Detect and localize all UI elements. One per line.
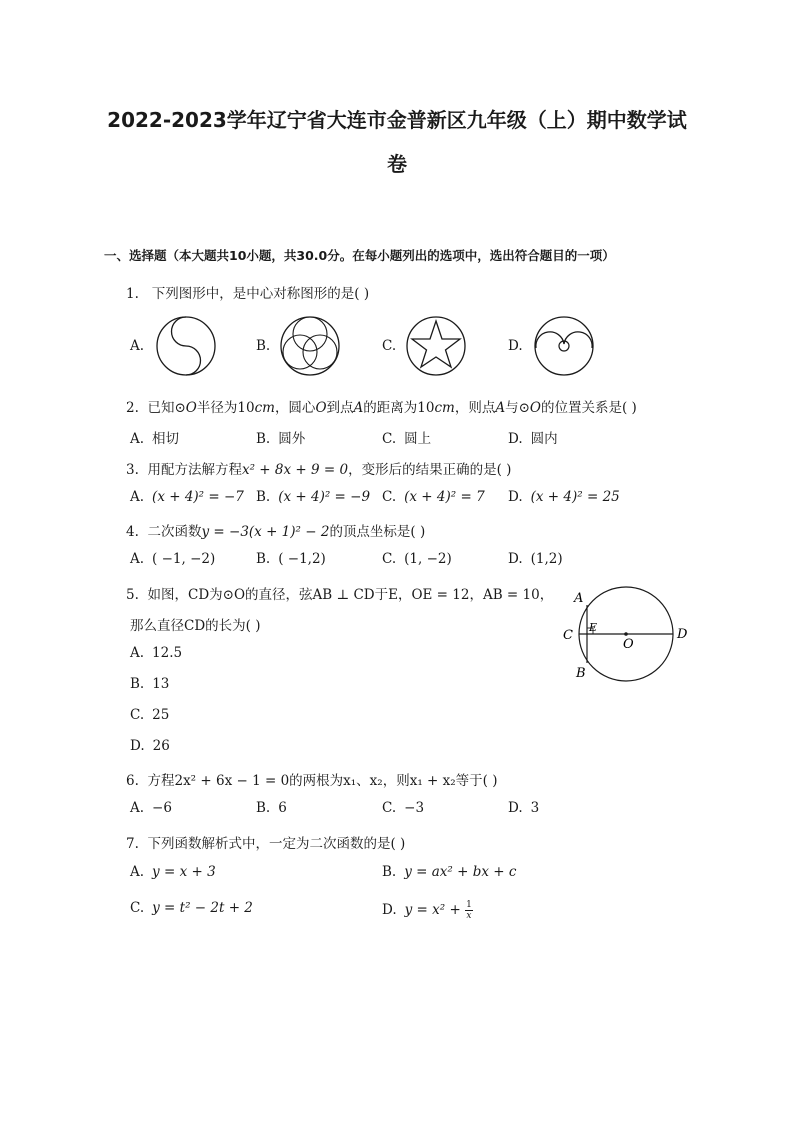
option-label: B. — [256, 431, 271, 447]
center-point — [624, 632, 628, 636]
option-text: (1, −2) — [404, 551, 452, 567]
question-number: 4. — [126, 524, 139, 540]
label-o: O — [623, 637, 634, 652]
fraction — [465, 900, 473, 921]
stem-line-1: 如图，CD为⊙O的直径，弦AB ⊥ CD于E，OE = 12，AB = 10， — [147, 587, 554, 603]
q4-option-a — [130, 551, 215, 567]
option-label: A. — [130, 431, 145, 447]
q1-option-a-label: A. — [130, 338, 145, 354]
option-text: (x + 4)² = −7 — [152, 489, 244, 505]
q4-option-d — [508, 551, 563, 567]
question-2 — [126, 396, 637, 416]
option-text: −6 — [152, 800, 172, 816]
option-label: C. — [382, 431, 397, 447]
math-unit: cm — [254, 400, 275, 416]
option-label: C. — [382, 489, 397, 505]
q4-option-c — [382, 551, 452, 567]
equation: y = −3(x + 1)² − 2 — [201, 524, 330, 540]
q1-option-b-figure — [278, 314, 342, 378]
title-line-2: 卷 — [387, 152, 407, 176]
question-number: 6. — [126, 773, 139, 789]
q2-option-d — [508, 427, 558, 447]
option-text: (1,2) — [530, 551, 563, 567]
q3-option-a — [130, 489, 244, 505]
option-label: D. — [382, 902, 397, 918]
stem-text: 用配方法解方程 — [147, 462, 242, 478]
title-line-1: 2022-2023学年辽宁省大连市金普新区九年级（上）期中数学试 — [107, 108, 687, 132]
q5-option-a — [130, 645, 182, 661]
q3-option-d — [508, 489, 620, 505]
q5-option-d — [130, 738, 170, 754]
option-label: A. — [130, 800, 145, 816]
q1-option-c-figure — [404, 314, 468, 378]
label-e: E — [589, 621, 598, 634]
option-label: B. — [382, 864, 397, 880]
option-label: D. — [508, 800, 523, 816]
option-text: 26 — [152, 738, 170, 754]
q5-option-b — [130, 676, 169, 692]
fraction-denominator: x — [466, 911, 472, 921]
question-5-line-2: 那么直径CD的长为( ) — [130, 618, 261, 634]
question-number: 3. — [126, 462, 139, 478]
option-label: A. — [130, 489, 145, 505]
option-label: C. — [382, 551, 397, 567]
stem-text: 下列函数解析式中，一定为二次函数的是( ) — [147, 836, 406, 852]
option-text: −3 — [404, 800, 425, 816]
question-1 — [126, 282, 369, 302]
option-text: 相切 — [152, 431, 180, 447]
option-text: (x + 4)² = 7 — [404, 489, 485, 505]
q7-option-a — [130, 864, 216, 880]
q2-option-b — [256, 427, 305, 447]
stem-text: ，圆心 — [274, 400, 316, 416]
q6-option-d — [508, 800, 539, 816]
option-label: C. — [130, 900, 145, 916]
option-label: D. — [508, 431, 523, 447]
option-label: B. — [130, 676, 145, 692]
label-b: B — [576, 666, 586, 681]
label-c: C — [563, 628, 573, 643]
option-text: 13 — [152, 676, 170, 692]
option-label: C. — [382, 800, 397, 816]
option-text: ( −1,2) — [278, 551, 326, 567]
option-label: B. — [256, 489, 271, 505]
stem-text: 的位置关系是( ) — [540, 400, 637, 416]
option-label: A. — [130, 551, 145, 567]
option-text: 3 — [530, 800, 540, 816]
option-text: y = ax² + bx + c — [404, 864, 517, 880]
q7-option-c — [130, 900, 253, 916]
label-a: A — [574, 591, 584, 606]
section-heading: 一、选择题（本大题共10小题，共30.0分。在每小题列出的选项中，选出符合题目的一项） — [104, 248, 615, 263]
option-label: B. — [256, 551, 271, 567]
option-text: 圆外 — [278, 431, 306, 447]
q2-option-c — [382, 427, 431, 447]
question-stem: 下列图形中，是中心对称图形的是( ) — [151, 286, 370, 302]
q1-option-d-label: D. — [508, 338, 523, 354]
q6-option-c — [382, 800, 424, 816]
option-text: 圆上 — [404, 431, 432, 447]
stem-text: 的距离为10 — [363, 400, 435, 416]
question-5 — [126, 583, 553, 603]
option-label: A. — [130, 645, 145, 661]
stem-text: 方程2x² + 6x − 1 = 0的两根为x₁、x₂，则x₁ + x₂等于( ) — [147, 773, 498, 789]
fraction-numerator: 1 — [466, 900, 472, 910]
equation: x² + 8x + 9 = 0 — [241, 462, 349, 478]
option-text: (x + 4)² = −9 — [278, 489, 371, 505]
option-text: 25 — [152, 707, 170, 723]
math-a: A — [353, 400, 364, 416]
stem-text: ，则点 — [454, 400, 496, 416]
option-text: y = x + 3 — [152, 864, 216, 880]
stem-text: 二次函数 — [147, 524, 202, 540]
option-text: 12.5 — [152, 645, 183, 661]
q5-option-c — [130, 707, 169, 723]
q2-option-a — [130, 427, 179, 447]
q6-option-a — [130, 800, 172, 816]
math-a: A — [495, 400, 506, 416]
option-label: D. — [130, 738, 145, 754]
stem-text: 半径为10 — [196, 400, 255, 416]
stem-text: 与⊙ — [505, 400, 530, 416]
question-3 — [126, 458, 511, 478]
stem-text: 已知⊙ — [147, 400, 186, 416]
question-6 — [126, 769, 497, 789]
question-number: 7. — [126, 836, 139, 852]
stem-text: 的顶点坐标是( ) — [329, 524, 426, 540]
page-title — [90, 98, 704, 186]
q1-option-a-figure — [154, 314, 218, 378]
option-text: 圆内 — [530, 431, 558, 447]
q4-option-b — [256, 551, 326, 567]
q7-option-d — [382, 900, 473, 921]
question-number: 5. — [126, 587, 139, 603]
q6-option-b — [256, 800, 287, 816]
question-4 — [126, 520, 425, 540]
question-7 — [126, 832, 405, 852]
option-text: y = t² − 2t + 2 — [152, 900, 253, 916]
q1-option-d-figure — [532, 314, 596, 378]
q5-circle-diagram — [556, 584, 716, 684]
stem-text: 到点 — [326, 400, 354, 416]
q3-option-b — [256, 489, 370, 505]
question-number: 2. — [126, 400, 139, 416]
q3-option-c — [382, 489, 485, 505]
math-o: O — [529, 400, 541, 416]
option-label: A. — [130, 864, 145, 880]
label-d: D — [677, 627, 688, 642]
q1-option-b-label: B. — [256, 338, 271, 354]
option-label: D. — [508, 489, 523, 505]
math-o: O — [185, 400, 197, 416]
math-unit: cm — [434, 400, 455, 416]
math-o: O — [315, 400, 327, 416]
q7-option-b — [382, 864, 516, 880]
option-text: ( −1, −2) — [152, 551, 216, 567]
option-text: (x + 4)² = 25 — [530, 489, 620, 505]
option-label: C. — [130, 707, 145, 723]
stem-text: ，变形后的结果正确的是( ) — [348, 462, 512, 478]
option-text: 6 — [278, 800, 287, 816]
q1-option-c-label: C. — [382, 338, 397, 354]
option-label: B. — [256, 800, 271, 816]
question-number: 1. — [126, 286, 139, 302]
option-text: y = x² + — [404, 902, 466, 918]
option-label: D. — [508, 551, 523, 567]
